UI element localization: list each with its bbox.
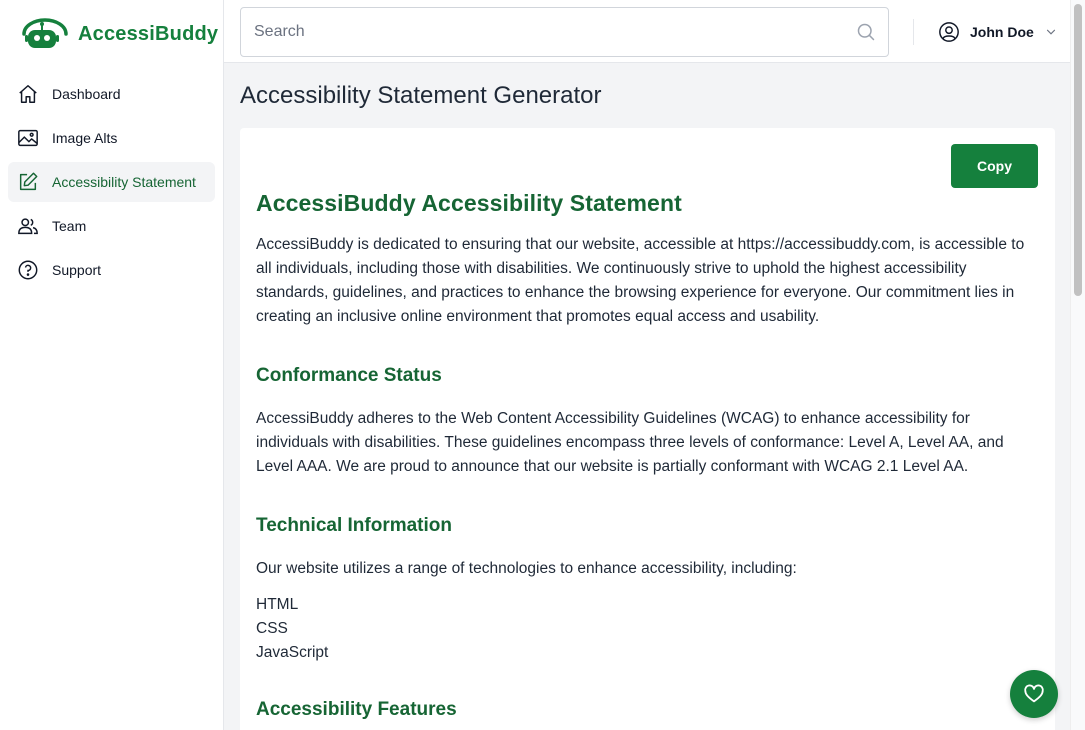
image-icon	[17, 127, 39, 149]
statement-title: AccessiBuddy Accessibility Statement	[256, 190, 682, 216]
page-title: Accessibility Statement Generator	[240, 82, 602, 109]
search-input[interactable]	[241, 8, 856, 56]
robot-logo-icon	[18, 18, 72, 50]
sidebar-item-image-alts[interactable]	[8, 118, 215, 158]
copy-button[interactable]: Copy	[951, 144, 1038, 188]
sidebar-item-support[interactable]	[8, 250, 215, 290]
feedback-fab-button[interactable]	[1010, 670, 1058, 718]
sidebar-item-label: Dashboard	[52, 86, 121, 102]
search-icon[interactable]	[856, 22, 876, 42]
sidebar	[0, 0, 224, 730]
page-scrollbar-thumb[interactable]	[1074, 4, 1082, 296]
edit-icon	[17, 171, 39, 193]
section-heading-technical: Technical Information	[256, 515, 453, 536]
header-divider	[913, 19, 914, 45]
sidebar-item-team[interactable]	[8, 206, 215, 246]
app-logo[interactable]	[18, 16, 218, 52]
help-circle-icon	[17, 259, 39, 281]
list-item: HTML	[256, 596, 299, 613]
section-heading-features: Accessibility Features	[256, 699, 457, 720]
section-heading-conformance: Conformance Status	[256, 365, 442, 386]
top-header	[224, 0, 1070, 63]
sidebar-nav	[8, 74, 215, 294]
sidebar-item-dashboard[interactable]	[8, 74, 215, 114]
list-item: CSS	[256, 620, 288, 637]
sidebar-item-label: Accessibility Statement	[52, 174, 196, 190]
search-box	[240, 7, 889, 57]
sidebar-item-label: Team	[52, 218, 87, 234]
sidebar-item-label: Image Alts	[52, 130, 118, 146]
statement-card	[240, 128, 1055, 730]
sidebar-item-label: Support	[52, 262, 102, 278]
user-name: John Doe	[970, 24, 1034, 40]
user-avatar-icon	[938, 21, 960, 43]
technology-list	[256, 593, 1026, 665]
app-name: AccessiBuddy	[78, 22, 219, 45]
users-icon	[17, 215, 39, 237]
section-text-conformance: AccessiBuddy adheres to the Web Content Accessibility Guidelines (WCAG) to enhance accessibility for individuals with disabilities. These guidelines encompass three levels of conformance: Level A, Level AA, and Level AAA. We are proud to announce that our website is partially conformant with WCAG 2.1 Level AA.	[256, 410, 1004, 475]
heart-icon	[1023, 683, 1045, 705]
statement-intro: AccessiBuddy is dedicated to ensuring that our website, accessible at https://accessibuddy.com, is accessible to all individuals, including those with disabilities. We continuously strive to uphold the highest accessibility standards, guidelines, and practices to enhance the browsing experience for everyone. Our commitment lies in creating an inclusive online environment that promotes equal access and usability.	[256, 236, 1025, 325]
statement-content	[256, 190, 1026, 730]
section-text-technical: Our website utilizes a range of technologies to enhance accessibility, including:	[256, 560, 797, 577]
user-menu[interactable]	[938, 20, 1058, 44]
list-item: JavaScript	[256, 644, 329, 661]
sidebar-item-accessibility-statement[interactable]	[8, 162, 215, 202]
chevron-down-icon	[1044, 25, 1058, 39]
home-icon	[17, 83, 39, 105]
